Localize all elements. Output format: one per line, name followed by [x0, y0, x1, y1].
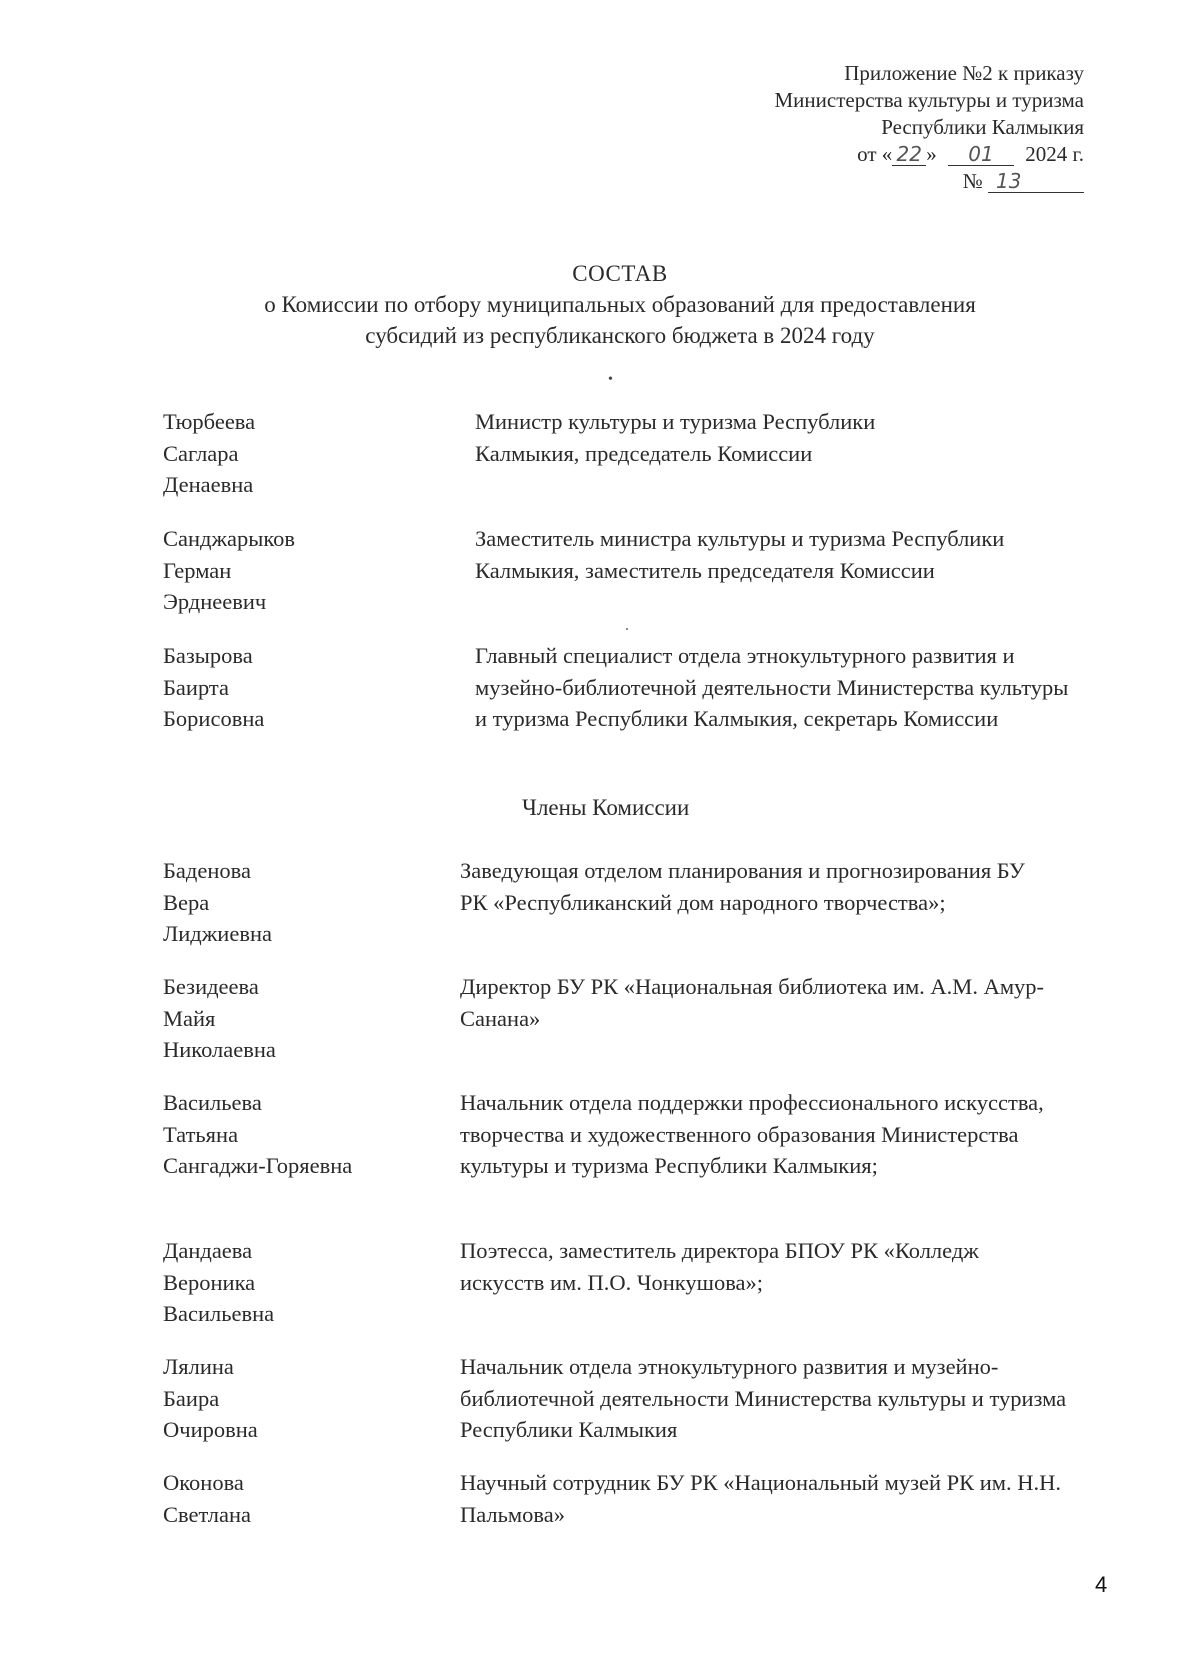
surname: Лялина — [163, 1354, 234, 1379]
person-name — [163, 523, 433, 618]
surname: Баденова — [163, 858, 251, 883]
surname: Санджарыков — [163, 526, 296, 551]
title-line-2: субсидий из республиканского бюджета в 2024 году — [365, 323, 875, 348]
order-number — [774, 168, 1084, 195]
title-line-1: о Комиссии по отбору муниципальных образований для предоставления — [264, 292, 976, 317]
first-name: Татьяна — [163, 1121, 239, 1147]
person-position: Заведующая отделом планирования и прогнозирования БУ РК «Республиканский дом народного творчества»; — [460, 858, 1025, 915]
handwritten-day: 22 — [892, 143, 926, 166]
person-position: Начальник отдела поддержки профессионального искусства, творчества и художественного образования Министерства культуры и туризма Республики Калмыкия; — [460, 1090, 1044, 1178]
patronymic: Очировна — [163, 1417, 258, 1442]
patronymic: Эрднеевич — [163, 589, 267, 614]
title-heading: СОСТАВ — [572, 261, 668, 286]
annex-header — [774, 60, 1084, 195]
handwritten-number: 13 — [988, 170, 1084, 193]
patronymic: Лиджиевна — [163, 921, 272, 946]
patronymic: Борисовна — [163, 706, 265, 731]
person-name — [163, 1235, 433, 1330]
number-prefix: № — [962, 169, 983, 193]
surname: Тюрбеева — [163, 409, 256, 434]
annex-line-3: Республики Калмыкия — [881, 115, 1084, 139]
patronymic: Сангаджи-Горяевна — [163, 1153, 353, 1178]
person-position: Министр культуры и туризма Республики Калмыкия, председатель Комиссии — [475, 409, 876, 466]
person-name — [163, 1351, 433, 1446]
first-name: Вера — [163, 889, 210, 915]
person-name — [163, 971, 433, 1066]
patronymic: Васильевна — [163, 1301, 275, 1326]
first-name: Герман — [163, 557, 232, 583]
first-name: Баира — [163, 1385, 220, 1411]
person-position: Директор БУ РК «Национальная библиотека им. А.М. Амур-Санана» — [460, 974, 1045, 1031]
person-position: Научный сотрудник БУ РК «Национальный музей РК им. Н.Н. Пальмова» — [460, 1470, 1062, 1527]
patronymic: Денаевна — [163, 472, 254, 497]
scan-speck — [626, 628, 628, 630]
surname: Дандаева — [163, 1238, 253, 1263]
surname: Базырова — [163, 643, 253, 668]
date-year: 2024 г. — [1025, 142, 1084, 166]
patronymic: Николаевна — [163, 1037, 276, 1062]
scan-mark: • — [608, 372, 613, 387]
person-position: Главный специалист отдела этнокультурного развития и музейно-библиотечной деятельности Министерства культуры и туризма Республики Калмыкия, секретарь Комиссии — [475, 643, 1069, 731]
person-position: Заместитель министра культуры и туризма Республики Калмыкия, заместитель председателя Комиссии — [475, 526, 1005, 583]
members-heading: Члены Комиссии — [522, 795, 690, 820]
first-name: Майя — [163, 1005, 216, 1031]
first-name: Светлана — [163, 1501, 252, 1527]
date-mid: » — [926, 142, 937, 166]
person-position: Поэтесса, заместитель директора БПОУ РК «Колледж искусств им. П.О. Чонкушова»; — [460, 1238, 979, 1295]
surname: Васильева — [163, 1090, 262, 1115]
person-position: Начальник отдела этнокультурного развития и музейно-библиотечной деятельности Министерства культуры и туризма Республики Калмыкия — [460, 1354, 1067, 1442]
first-name: Саглара — [163, 440, 239, 466]
surname: Безидеева — [163, 974, 259, 999]
page-number: 4 — [1095, 1572, 1108, 1597]
handwritten-month: 01 — [948, 143, 1014, 166]
order-date — [774, 141, 1084, 168]
document-title — [0, 258, 1200, 351]
person-name — [163, 640, 433, 735]
date-prefix: от « — [857, 142, 893, 166]
person-name — [163, 1087, 433, 1182]
person-name — [163, 855, 433, 950]
annex-line-2: Министерства культуры и туризма — [774, 88, 1084, 112]
first-name: Баирта — [163, 674, 229, 700]
surname: Оконова — [163, 1470, 244, 1495]
annex-line-1: Приложение №2 к приказу — [844, 61, 1084, 85]
person-name — [163, 1467, 433, 1530]
first-name: Вероника — [163, 1269, 256, 1295]
person-name — [163, 406, 433, 501]
